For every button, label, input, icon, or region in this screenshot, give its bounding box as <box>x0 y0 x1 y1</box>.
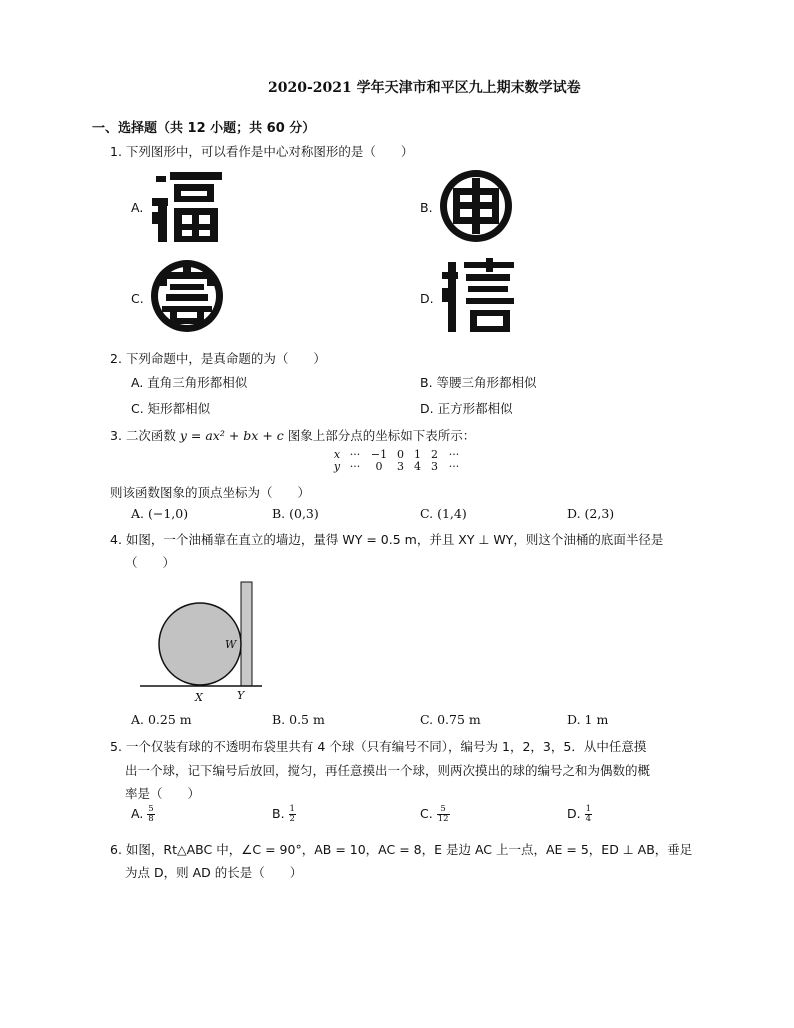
q3-table-cell: 3 <box>397 460 404 473</box>
q3-option-b: B. (0,3) <box>272 506 319 521</box>
numerator: 5 <box>437 805 450 815</box>
q3-table-cell: ··· <box>349 460 361 473</box>
q5-option-b-label: B. <box>272 806 285 821</box>
wall <box>241 582 252 686</box>
q6-line1: 6. 如图，Rt△ABC 中，∠C = 90°，AB = 10，AC = 8，E 是边 AC 上一点，AE = 5，ED ⊥ AB，垂足 <box>110 842 693 857</box>
q5-option-a-fraction <box>147 805 154 824</box>
q3-stem-suffix: 图象上部分点的坐标如下表所示： <box>283 428 476 443</box>
q4-option-c: C. 0.75 m <box>420 712 481 727</box>
q5-option-d <box>567 805 592 824</box>
q3-stem-prefix: 3. 二次函数 <box>110 428 180 443</box>
q3-stem <box>110 426 475 444</box>
label-w: W <box>225 638 237 651</box>
q2-stem: 2. 下列命题中，是真命题的为（ ） <box>110 351 326 366</box>
q5-line2: 出一个球，记下编号后放回，搅匀，再任意摸出一个球，则两次摸出的球的编号之和为偶数的概 <box>125 763 651 778</box>
q4-stem-line1: 4. 如图，一个油桶靠在直立的墙边，量得 WY = 0.5 m，并且 XY ⊥ WY，则这个油桶的底面半径是 <box>110 532 664 547</box>
q3-table-cell: 2 <box>431 448 438 461</box>
round-seal-icon <box>437 168 515 244</box>
q4-option-d: D. 1 m <box>567 712 609 727</box>
q6-line2: 为点 D，则 AD 的长是（ ） <box>125 865 303 880</box>
q4-stem-line2: （ ） <box>125 555 176 570</box>
numerator: 1 <box>289 804 295 814</box>
denominator: 8 <box>148 814 154 824</box>
q3-table-y-row <box>330 461 465 473</box>
q1-option-b-label: B. <box>420 200 433 215</box>
fu-character-icon <box>150 168 228 244</box>
q5-option-a <box>131 805 155 824</box>
xi-character-icon <box>440 258 520 334</box>
page-title: 2020-2021 学年天津市和平区九上期末数学试卷 <box>268 80 581 96</box>
q5-option-c <box>420 805 450 824</box>
q3-table-cell: 1 <box>414 448 421 461</box>
denominator: 2 <box>289 814 295 824</box>
q5-line1: 5. 一个仅装有球的不透明布袋里共有 4 个球（只有编号不同），编号为 1，2，3，5．从中任意摸 <box>110 739 647 754</box>
q3-table-cell: ··· <box>448 460 460 473</box>
q5-option-b-fraction <box>289 805 296 824</box>
q3-formula: y = ax² + bx + c <box>179 428 284 443</box>
q3-table-cell: 4 <box>414 460 421 473</box>
q3-table-cell: ··· <box>448 448 460 461</box>
q5-option-d-label: D. <box>567 806 581 821</box>
q5-option-c-label: C. <box>420 806 433 821</box>
q2-option-d: D. 正方形都相似 <box>420 401 513 416</box>
q5-option-a-label: A. <box>131 806 144 821</box>
q1-option-d-label: D. <box>420 291 434 306</box>
label-y: Y <box>237 689 245 702</box>
q2-option-a: A. 直角三角形都相似 <box>131 375 248 390</box>
q3-table-cell: y <box>333 460 341 473</box>
q3-table-cell: 3 <box>431 460 438 473</box>
oil-barrel-figure <box>138 580 268 705</box>
section-heading: 一、选择题（共 12 小题；共 60 分） <box>92 121 316 136</box>
q3-table-cell: x <box>333 448 341 461</box>
q5-option-c-fraction <box>437 805 450 824</box>
q1-stem: 1. 下列图形中，可以看作是中心对称图形的是（ ） <box>110 144 414 159</box>
q3-table-cell: ··· <box>349 448 361 461</box>
numerator: 1 <box>585 804 592 814</box>
q3-question: 则该函数图象的顶点坐标为（ ） <box>110 485 311 500</box>
q5-option-d-fraction <box>585 805 592 824</box>
q3-option-c: C. (1,4) <box>420 506 467 521</box>
numerator: 5 <box>148 804 154 814</box>
q3-table-cell: 0 <box>375 460 383 473</box>
denominator: 12 <box>437 814 449 824</box>
denominator: 4 <box>585 814 592 824</box>
q5-option-b <box>272 805 296 824</box>
q5-line3: 率是（ ） <box>125 786 201 801</box>
q4-option-a: A. 0.25 m <box>131 712 192 727</box>
q1-option-c-label: C. <box>131 291 144 306</box>
q2-option-b: B. 等腰三角形都相似 <box>420 375 537 390</box>
q3-table-cell: 0 <box>397 448 404 461</box>
q2-option-c: C. 矩形都相似 <box>131 401 211 416</box>
q4-option-b: B. 0.5 m <box>272 712 325 727</box>
q3-table-cell: −1 <box>370 448 388 461</box>
q3-option-a: A. (−1,0) <box>131 506 189 521</box>
q3-option-d: D. (2,3) <box>567 506 615 521</box>
label-x: X <box>195 691 203 704</box>
q1-option-a-label: A. <box>131 200 144 215</box>
round-roof-seal-icon <box>148 258 226 334</box>
